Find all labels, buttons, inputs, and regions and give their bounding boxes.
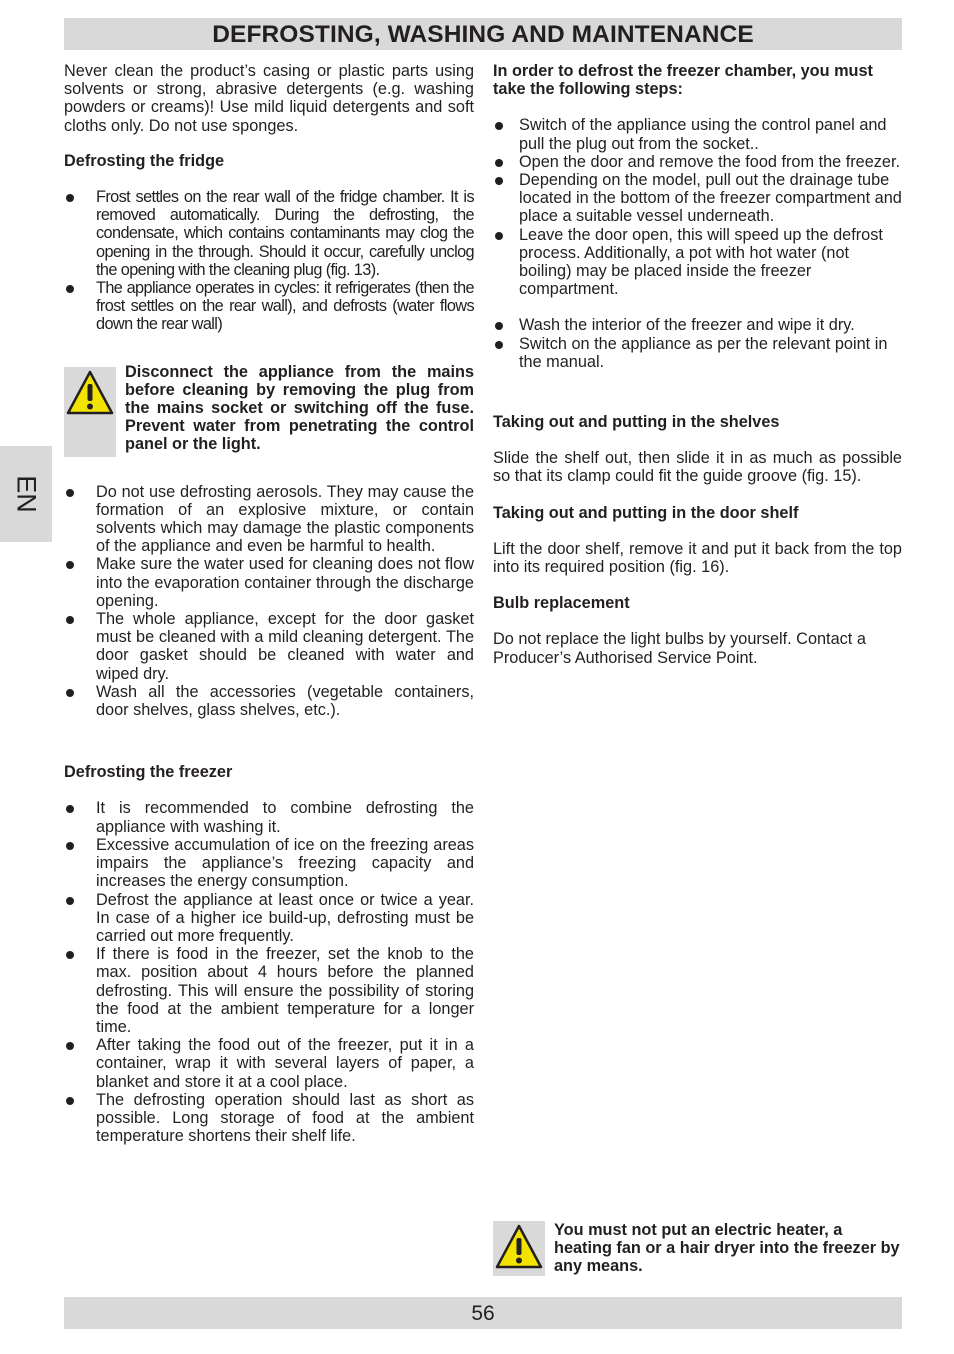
list-item: Switch of the appliance using the control panel and pull the plug out from the socket.. <box>493 116 902 152</box>
page-number: 56 <box>471 1302 495 1325</box>
list-item: Switch on the appliance as per the relevant point in the manual. <box>493 335 902 371</box>
fridge-heading: Defrosting the fridge <box>64 151 225 170</box>
shelves-paragraph: Slide the shelf out, then slide it in as much as possible so that its clamp could fit the guide groove (fig. 15). <box>493 449 902 486</box>
fridge-list <box>64 188 474 334</box>
list-item: Excessive accumulation of ice on the freezing areas impairs the appliance’s freezing capacity and increases the energy consumption. <box>64 836 474 891</box>
list-item: Depending on the model, pull out the drainage tube located in the bottom of the freezer compartment and place a suitable vessel underneath. <box>493 171 902 226</box>
title-bar <box>64 18 902 50</box>
steps-list-a <box>493 116 902 298</box>
list-item: Do not use defrosting aerosols. They may cause the formation of an explosive mixture, or contain solvents which may damage the plastic components of the appliance and even be harmful to health. <box>64 483 474 556</box>
list-item: Wash the interior of the freezer and wipe it dry. <box>493 316 902 334</box>
list-item: It is recommended to combine defrosting the appliance with washing it. <box>64 799 474 835</box>
bottom-warning-text: You must not put an electric heater, a heating fan or a hair dryer into the freezer by any means. <box>554 1221 900 1276</box>
door-shelf-paragraph: Lift the door shelf, remove it and put it back from the top into its required position (fig. 16). <box>493 539 902 577</box>
freezer-heading: Defrosting the freezer <box>64 763 233 782</box>
page-title: DEFROSTING, WASHING AND MAINTENANCE <box>212 21 754 48</box>
left-column <box>64 62 474 1145</box>
list-item: Frost settles on the rear wall of the fridge chamber. It is removed automatically. During the defrosting, the condensate, which contains contaminants may clog the opening in the through. Should it occur, carefully unclog the opening with the cleaning plug (fig. 13). <box>64 188 474 279</box>
warning-icon <box>495 1223 543 1271</box>
list-item: The defrosting operation should last as short as possible. Long storage of food at the ambient temperature shortens their shelf life. <box>64 1091 474 1146</box>
shelves-heading: Taking out and putting in the shelves <box>493 413 780 432</box>
bulb-heading: Bulb replacement <box>493 594 630 613</box>
list-item: Make sure the water used for cleaning does not flow into the evaporation container through the discharge opening. <box>64 555 474 610</box>
language-tab-label: EN <box>11 475 42 513</box>
language-tab <box>0 446 52 542</box>
freezer-list <box>64 799 474 1145</box>
warning-block <box>64 362 474 457</box>
list-item: The appliance operates in cycles: it refrigerates (then the frost settles on the rear wall), and defrosts (water flows down the rear wall) <box>64 279 474 334</box>
list-item: After taking the food out of the freezer, put it in a container, wrap it with several layers of paper, a blanket and store it at a cool place. <box>64 1036 474 1091</box>
warning-text: Disconnect the appliance from the mains before cleaning by removing the plug from the mains socket or switching off the fuse. Prevent water from penetrating the control panel or the light. <box>125 362 474 454</box>
bulb-paragraph: Do not replace the light bulbs by yourself. Contact a Producer’s Authorised Service Point. <box>493 630 866 667</box>
warning-icon <box>66 369 114 417</box>
steps-heading: In order to defrost the freezer chamber, you must take the following steps: <box>493 62 873 99</box>
list-item: Leave the door open, this will speed up the defrost process. Additionally, a pot with hot water (not boiling) may be placed inside the freezer compartment. <box>493 226 902 299</box>
door-shelf-heading: Taking out and putting in the door shelf <box>493 503 799 522</box>
intro-paragraph: Never clean the product’s casing or plastic parts using solvents or strong, abrasive detergents (e.g. washing powders or creams)! Use mild liquid detergents and soft cloths only. Do not use sponges. <box>64 62 474 135</box>
warning-icon-box <box>493 1221 545 1276</box>
list-item: If there is food in the freezer, set the knob to the max. position about 4 hours before the planned defrosting. This will ensure the possibility of storing the food at the ambient temperature for a longer time. <box>64 945 474 1036</box>
warning-icon-box <box>64 367 116 457</box>
list-item: The whole appliance, except for the door gasket must be cleaned with a mild cleaning detergent. The door gasket should be cleaned with water and wiped dry. <box>64 610 474 683</box>
list-item: Open the door and remove the food from the freezer. <box>493 153 902 171</box>
page-footer <box>64 1297 902 1329</box>
steps-list-b <box>493 316 902 371</box>
cleaning-list <box>64 483 474 720</box>
list-item: Wash all the accessories (vegetable containers, door shelves, glass shelves, etc.). <box>64 683 474 719</box>
list-item: Defrost the appliance at least once or twice a year. In case of a higher ice build-up, defrosting must be carried out more frequently. <box>64 891 474 946</box>
right-column <box>493 62 902 667</box>
